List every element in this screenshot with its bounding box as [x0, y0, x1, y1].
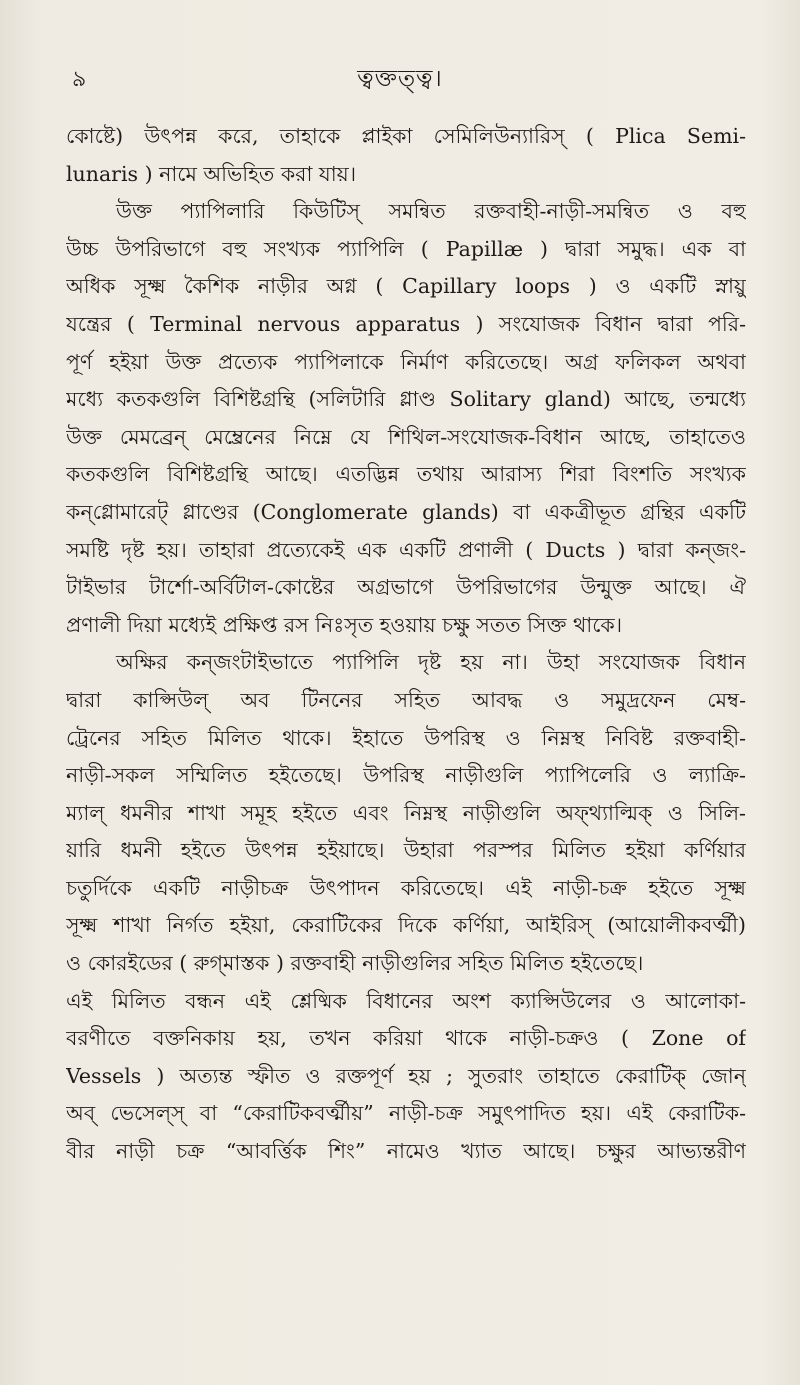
body-text	[66, 118, 746, 1171]
text-line: বীর নাড়ী চক্র “আবর্ত্তিক শিং” নামেও খ্যাত আছে। চক্ষুর আভ্যন্তরীণ	[66, 1139, 746, 1164]
text-line: কতকগুলি বিশিষ্টগ্রন্থি আছে। এতদ্ভিন্ন তথায় আরাস্য শিরা বিংশতি সংখ্যক	[66, 462, 746, 487]
text-line: টাইভার টার্শো-অর্বিটাল-কোষ্টের অগ্রভাগে উপরিভাগের উন্মুক্ত আছে। ঐ	[66, 575, 746, 600]
text-line: বরণীতে বক্তনিকায় হয়, তখন করিয়া থাকে নাড়ী-চক্রও ( Zone of	[66, 1026, 746, 1051]
text-line: যন্ত্রের ( Terminal nervous apparatus ) সংযোজক বিধান দ্বারা পরি-	[66, 311, 746, 336]
text-line: ম্যাল্‌ ধমনীর শাখা সমূহ হইতে এবং নিম্নস্থ নাড়ীগুলি অফ্‌থ্যাল্মিক্‌ ও সিলি-	[66, 800, 746, 825]
text-line: দ্বারা কাপ্সিউল্‌ অব টিননের সহিত আবদ্ধ ও সমুদ্রফেন মেম্ব-	[66, 687, 746, 712]
text-line: অব্‌ ভেসেল্‌স্‌ বা “কেরাটিকবর্ত্মীয়” নাড়ী-চক্র সমুৎপাদিত হয়। এই কেরাটিক-	[66, 1101, 746, 1126]
page-number: ৯	[72, 67, 87, 92]
text-line: ও কোরইডের ( রুগ্‌মাস্তক ) রক্তবাহী নাড়ীগুলির সহিত মিলিত হইতেছে।	[66, 951, 644, 976]
text-line: lunaris ) নামে অভিহিত করা যায়।	[66, 161, 357, 186]
text-line: ট্রেনের সহিত মিলিত থাকে। ইহাতে উপরিস্থ ও নিম্নস্থ নিবিষ্ট রক্তবাহী-	[66, 725, 746, 750]
text-line: কোষ্টে) উৎপন্ন করে, তাহাকে প্লাইকা সেমিলিউন্যারিস্‌ ( Plica Semi-	[66, 124, 746, 148]
running-header: ত্বক্তত্ত্ব।	[357, 66, 443, 92]
text-line: কন্‌গ্লোমারেট্‌ গ্লাণ্ডের (Conglomerate glands) বা একত্রীভূত গ্রন্থির একটি	[66, 499, 746, 524]
text-line: এই মিলিত বন্ধন এই শ্লেষ্মিক বিধানের অংশ ক্যাপ্সিউলের ও আলোকা-	[66, 988, 746, 1013]
text-line: উচ্চ উপরিভাগে বহু সংখ্যক প্যাপিলি ( Papillæ ) দ্বারা সমুদ্ধ। এক বা	[66, 236, 746, 261]
text-line: উক্ত প্যাপিলারি কিউটিস্‌ সমন্বিত রক্তবাহী-নাড়ী-সমন্বিত ও বহু	[116, 199, 746, 224]
text-line: অক্ষির কন্‌জংটাইভাতে প্যাপিলি দৃষ্ট হয় না। উহা সংযোজক বিধান	[116, 650, 746, 675]
text-line: Vessels ) অত্যন্ত স্ফীত ও রক্তপূর্ণ হয় ; সুতরাং তাহাতে কেরাটিক্‌ জোন্‌	[66, 1063, 746, 1088]
text-line: পূর্ণ হইয়া উক্ত প্রত্যেক প্যাপিলাকে নির্মাণ করিতেছে। অগ্র ফলিকল অথবা	[66, 349, 746, 374]
text-line: উক্ত মেমব্রেন্‌ মেম্ব্রেনের নিম্নে যে শিথিল-সংযোজক-বিধান আছে, তাহাতেও	[66, 424, 746, 449]
text-line: চতুর্দিকে একটি নাড়ীচক্র উৎপাদন করিতেছে। এই নাড়ী-চক্র হইতে সূক্ষ্ম	[66, 875, 746, 900]
text-line: মধ্যে কতকগুলি বিশিষ্টগ্রন্থি (সলিটারি গ্লাণ্ড Solitary gland) আছে, তন্মধ্যে	[66, 387, 746, 412]
text-line: য়ারি ধমনী হইতে উৎপন্ন হইয়াছে। উহারা পরস্পর মিলিত হইয়া কর্ণিয়ার	[66, 838, 746, 863]
text-line: অধিক সূক্ষ্ম কৈশিক নাড়ীর অগ্ন ( Capillary loops ) ও একটি স্নায়ু	[66, 274, 746, 299]
text-line: সূক্ষ্ম শাখা নির্গত হইয়া, কেরাটিকের দিকে কর্ণিয়া, আইরিস্‌ (আয়োলীকবর্ত্মী)	[66, 913, 746, 938]
text-line: প্রণালী দিয়া মধ্যেই প্রক্ষিপ্ত রস নিঃসৃত হওয়ায় চক্ষু সতত সিক্ত থাকে।	[66, 612, 623, 637]
text-line: সমষ্টি দৃষ্ট হয়। তাহারা প্রত্যেকেই এক একটি প্রণালী ( Ducts ) দ্বারা কন্‌জং-	[66, 537, 746, 562]
text-line: নাড়ী-সকল সম্মিলিত হইতেছে। উপরিস্থ নাড়ীগুলি প্যাপিলেরি ও ল্যাক্রি-	[66, 763, 746, 788]
